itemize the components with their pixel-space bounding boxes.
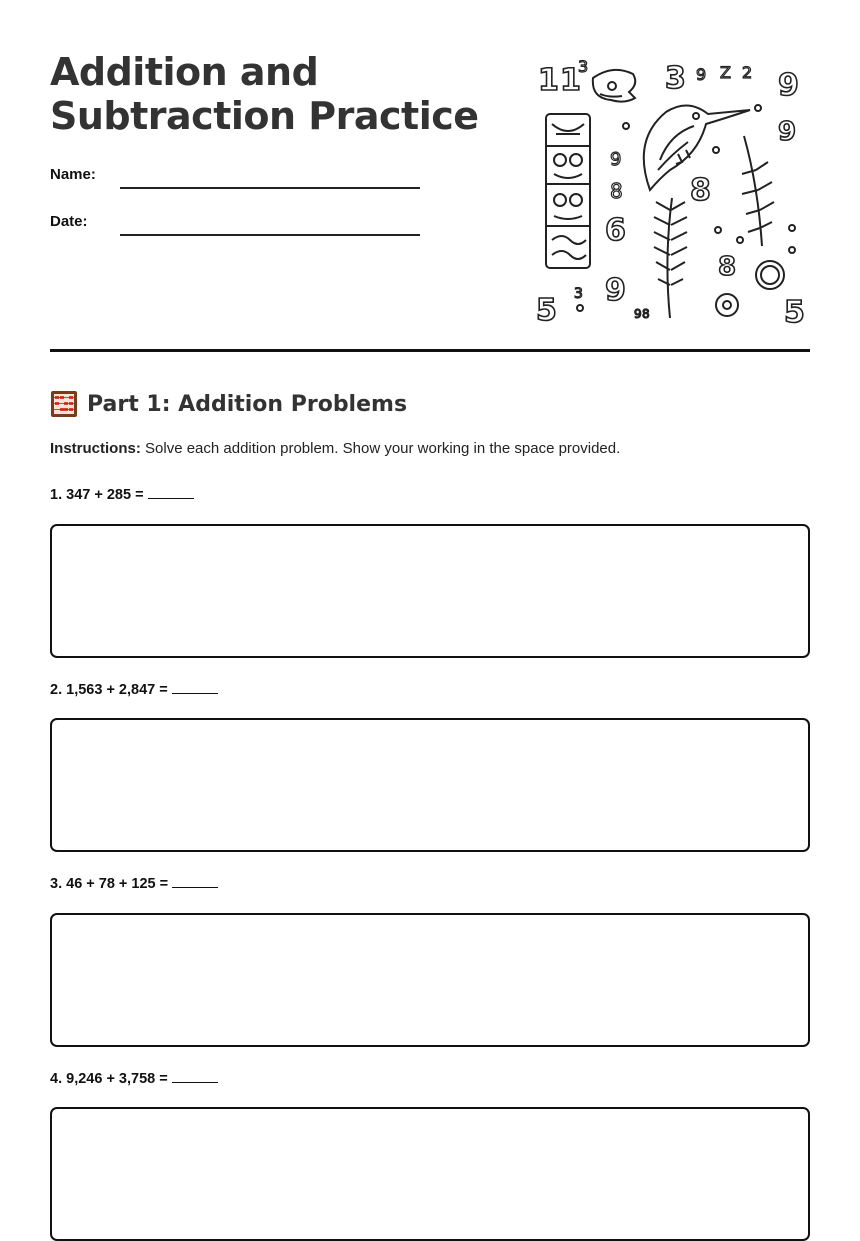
illus-num: 3 <box>665 61 686 96</box>
instructions-text: Solve each addition problem. Show your working in the space provided. <box>140 440 621 457</box>
illus-num: 8 <box>718 252 737 282</box>
kiwi-numbers-illustration-icon <box>530 50 810 328</box>
illus-num: 8 <box>610 179 623 203</box>
illus-num: 5 <box>784 295 805 328</box>
illus-num: 9 <box>610 149 622 170</box>
problem-number: 3. <box>50 876 63 892</box>
problem-expression: 1,563 + 2,847 = <box>66 682 168 698</box>
problem-3 <box>50 875 218 892</box>
illus-num: 1 <box>560 63 581 98</box>
problem-number: 1. <box>50 487 63 503</box>
working-space-3[interactable] <box>50 913 810 1047</box>
illus-num: 9 <box>696 65 707 84</box>
working-space-1[interactable] <box>50 524 810 658</box>
problem-4 <box>50 1070 218 1087</box>
section-title: Part 1: Addition Problems <box>87 391 408 417</box>
problem-expression: 9,246 + 3,758 = <box>66 1071 168 1087</box>
illus-num: 3 <box>578 57 589 76</box>
problem-2 <box>50 681 218 698</box>
answer-blank[interactable] <box>148 486 194 499</box>
illus-num: 6 <box>605 213 626 248</box>
illus-num: 9 <box>778 117 797 147</box>
illus-num: 2 <box>742 63 753 82</box>
illus-num: 9 <box>778 68 799 103</box>
problem-number: 4. <box>50 1071 63 1087</box>
answer-blank[interactable] <box>172 1070 218 1083</box>
name-line[interactable] <box>120 187 420 189</box>
illus-num: 8 <box>642 307 650 321</box>
date-line[interactable] <box>120 234 420 236</box>
instructions-label: Instructions: <box>50 440 141 457</box>
illus-num: 1 <box>538 63 559 98</box>
illus-num: 5 <box>536 293 557 328</box>
date-label: Date: <box>50 213 88 230</box>
abacus-icon <box>50 390 78 418</box>
answer-blank[interactable] <box>172 681 218 694</box>
title-line-2: Subtraction Practice <box>50 94 479 138</box>
problem-expression: 46 + 78 + 125 = <box>66 876 169 892</box>
problem-1 <box>50 486 194 503</box>
illus-num: 8 <box>690 173 711 208</box>
worksheet-title <box>50 50 479 138</box>
working-space-2[interactable] <box>50 718 810 852</box>
illus-num: 9 <box>605 273 626 308</box>
working-space-4[interactable] <box>50 1107 810 1241</box>
section-heading <box>50 388 407 420</box>
illus-num: 9 <box>634 307 642 321</box>
title-line-1: Addition and <box>50 50 319 94</box>
problem-expression: 347 + 285 = <box>66 487 144 503</box>
instructions <box>50 440 620 457</box>
header-divider <box>50 349 810 352</box>
illus-num: 3 <box>574 286 583 302</box>
illus-num: Z <box>720 63 731 82</box>
name-label: Name: <box>50 166 96 183</box>
answer-blank[interactable] <box>172 875 218 888</box>
problem-number: 2. <box>50 682 63 698</box>
